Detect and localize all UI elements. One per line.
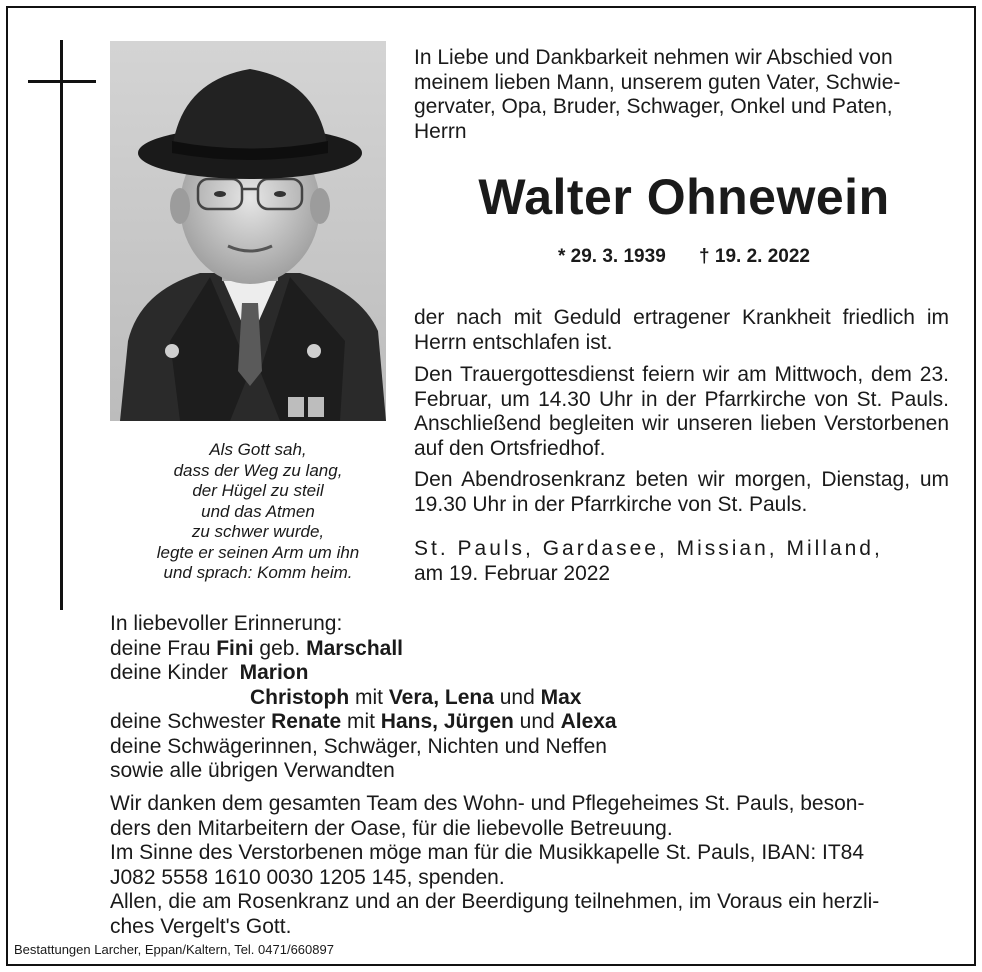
thanks-line: ders den Mitarbeitern der Oase, für die liebevolle Betreuung. xyxy=(110,816,673,840)
cross-icon xyxy=(60,40,63,610)
passing-paragraph: der nach mit Geduld ertragener Krankheit friedlich im Herrn entschlafen ist. xyxy=(414,306,949,354)
family-others: sowie alle übrigen Verwandten xyxy=(110,759,395,782)
rosary-paragraph: Den Abendrosenkranz beten wir morgen, Dienstag, um 19.30 Uhr in der Pfarrkirche von St. Pauls. xyxy=(414,468,949,516)
family-heading: In liebevoller Erinnerung: xyxy=(110,612,343,635)
intro-line: gervater, Opa, Bruder, Schwager, Onkel und Paten, xyxy=(414,95,893,118)
deceased-name: Walter Ohnewein xyxy=(478,169,890,225)
poem-line: legte er seinen Arm um ihn xyxy=(156,542,360,562)
intro-text xyxy=(414,46,954,144)
date-line: am 19. Februar 2022 xyxy=(414,561,611,585)
family-inlaws: deine Schwägerinnen, Schwäger, Nichten und Neffen xyxy=(110,734,607,758)
family-kids: deine Kinder Marion xyxy=(110,661,309,684)
thanks-line: Im Sinne des Verstorbenen möge man für die Musikkapelle St. Pauls, IBAN: IT84 xyxy=(110,841,865,864)
poem-line: Als Gott sah, xyxy=(209,440,307,459)
family-sister: deine Schwester Renate mit Hans, Jürgen und Alexa xyxy=(110,710,617,733)
poem-line: und sprach: Komm heim. xyxy=(163,563,353,582)
thanks-line: ches Vergelt's Gott. xyxy=(110,914,292,938)
funeral-home-footer: Bestattungen Larcher, Eppan/Kaltern, Tel. 0471/660897 xyxy=(14,942,334,957)
funeral-paragraph: Den Trauergottesdienst feiern wir am Mittwoch, dem 23. Februar, um 14.30 Uhr in der Pfarrkirche von St. Pauls. Anschließend begleiten wir unseren lieben Verstorbenen auf den Ortsfriedhof. xyxy=(414,363,949,460)
thanks-line: Allen, die am Rosenkranz und an der Beerdigung teilnehmen, im Voraus ein herzli- xyxy=(110,890,880,913)
intro-line: meinem lieben Mann, unserem guten Vater, Schwie- xyxy=(414,70,901,94)
poem-line: dass der Weg zu lang, xyxy=(173,460,343,480)
poem-line: der Hügel zu steil xyxy=(192,481,324,500)
intro-line: In Liebe und Dankbarkeit nehmen wir Abschied von xyxy=(414,46,893,69)
death-date: † 19. 2. 2022 xyxy=(699,246,810,267)
poem-line: zu schwer wurde, xyxy=(191,522,325,541)
life-dates xyxy=(414,246,954,268)
family-kid2: Christoph mit Vera, Lena und Max xyxy=(250,685,582,709)
thanks-line: J082 5558 1610 0030 1205 145, spenden. xyxy=(110,865,505,889)
thanks-text xyxy=(110,792,950,939)
poem-line: und das Atmen xyxy=(201,501,315,521)
family-wife: deine Frau Fini geb. Marschall xyxy=(110,636,403,660)
birth-date: * 29. 3. 1939 xyxy=(558,246,666,267)
place-date xyxy=(414,537,954,586)
family-list xyxy=(110,612,960,784)
intro-line: Herrn xyxy=(414,119,467,143)
portrait-photo xyxy=(110,41,386,421)
cross-icon-bar xyxy=(28,80,96,83)
poem xyxy=(100,440,416,584)
thanks-line: Wir danken dem gesamten Team des Wohn- und Pflegeheimes St. Pauls, beson- xyxy=(110,792,865,815)
place-line: St. Pauls, Gardasee, Missian, Milland, xyxy=(414,537,883,560)
